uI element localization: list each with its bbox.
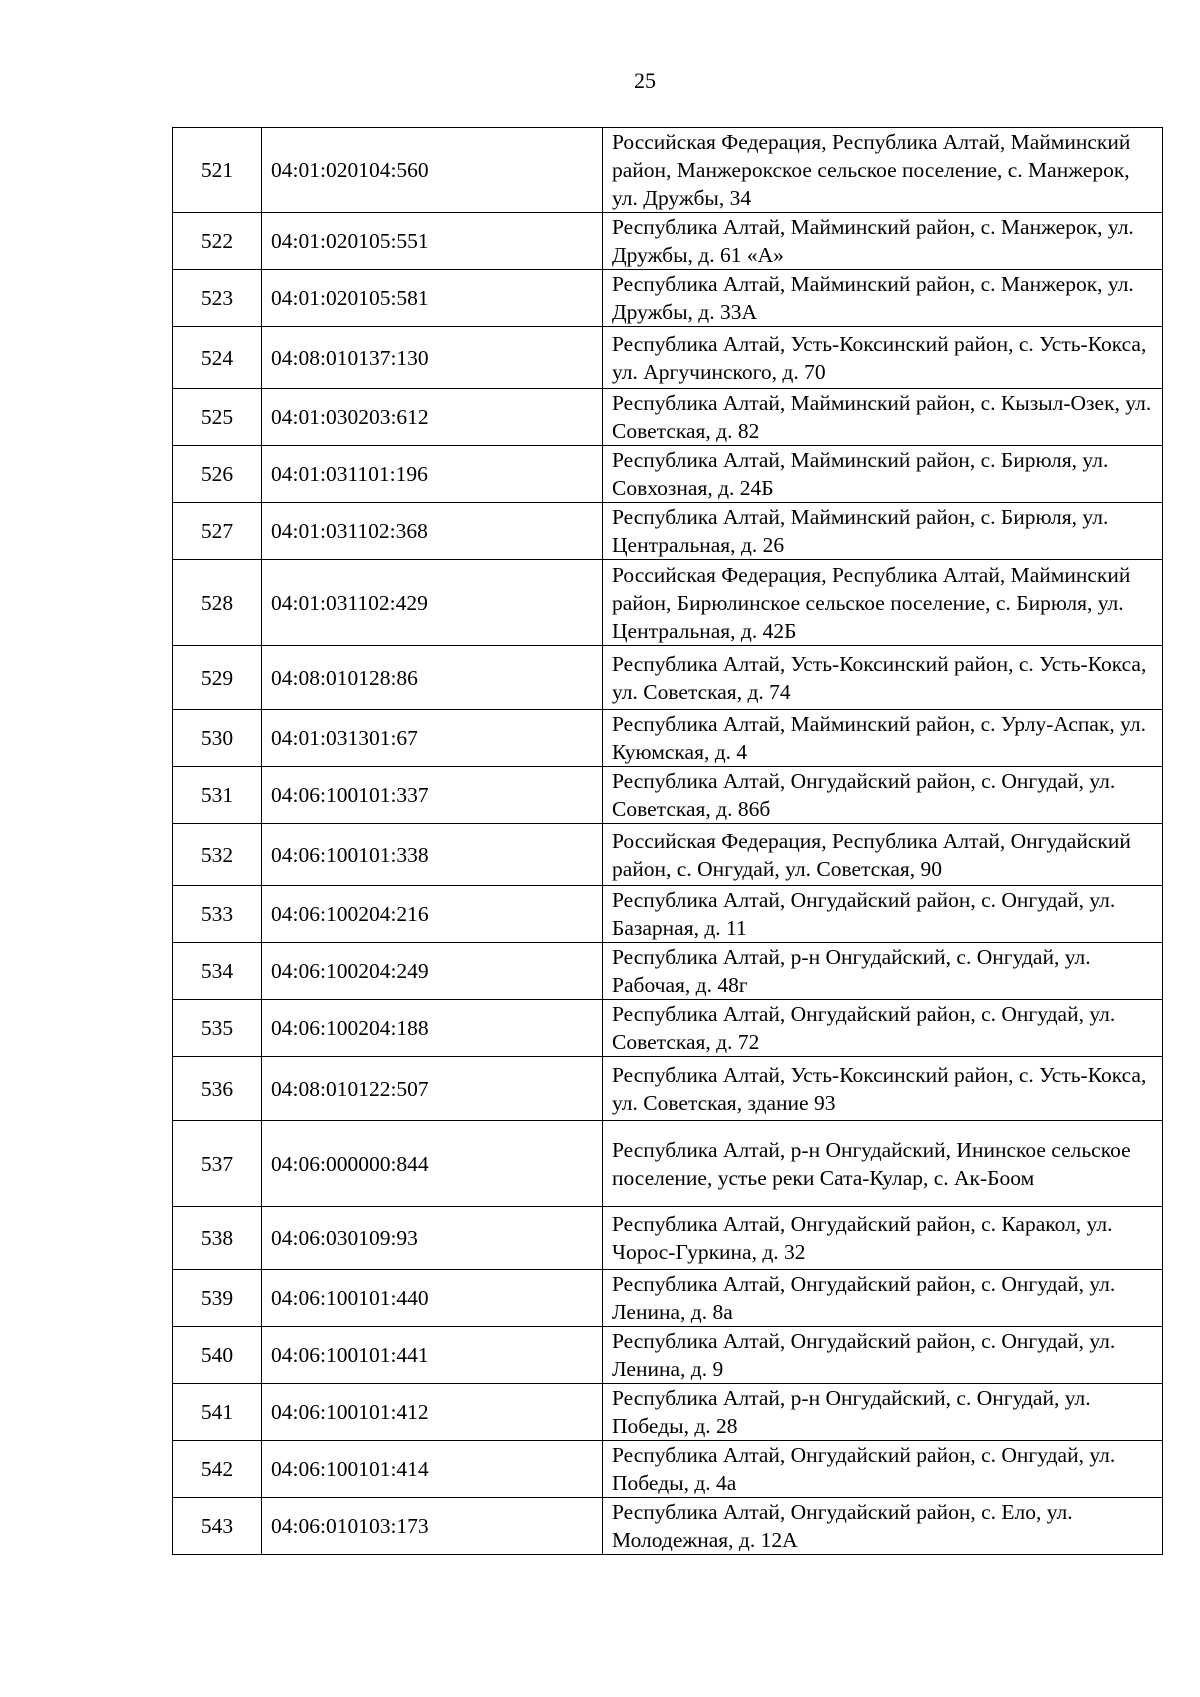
cadastral-number-cell: 04:06:030109:93 <box>262 1207 603 1270</box>
row-number-cell: 532 <box>173 824 262 886</box>
address-cell: Российская Федерация, Республика Алтай, Онгудайский район, с. Онгудай, ул. Советская, 90 <box>603 824 1163 886</box>
address-cell: Республика Алтай, Усть-Коксинский район, с. Усть-Кокса, ул. Советская, д. 74 <box>603 646 1163 710</box>
row-number-cell: 537 <box>173 1121 262 1207</box>
cadastral-number-cell: 04:08:010128:86 <box>262 646 603 710</box>
table-row <box>173 270 1163 327</box>
address-cell: Республика Алтай, Майминский район, с. Манжерок, ул. Дружбы, д. 61 «А» <box>603 213 1163 270</box>
table-row <box>173 1327 1163 1384</box>
table-row <box>173 446 1163 503</box>
table-row <box>173 767 1163 824</box>
address-cell: Республика Алтай, Майминский район, с. Бирюля, ул. Центральная, д. 26 <box>603 503 1163 560</box>
property-table <box>172 127 1163 1555</box>
table-row <box>173 1270 1163 1327</box>
table-row <box>173 1207 1163 1270</box>
row-number-cell: 526 <box>173 446 262 503</box>
address-cell: Республика Алтай, Онгудайский район, с. Онгудай, ул. Советская, д. 72 <box>603 1000 1163 1057</box>
row-number-cell: 542 <box>173 1441 262 1498</box>
row-number-cell: 540 <box>173 1327 262 1384</box>
cadastral-number-cell: 04:01:020104:560 <box>262 128 603 213</box>
cadastral-number-cell: 04:01:031102:368 <box>262 503 603 560</box>
address-cell: Республика Алтай, Майминский район, с. Бирюля, ул. Совхозная, д. 24Б <box>603 446 1163 503</box>
table-row <box>173 1498 1163 1555</box>
address-cell: Республика Алтай, Онгудайский район, с. Онгудай, ул. Ленина, д. 9 <box>603 1327 1163 1384</box>
cadastral-number-cell: 04:06:100101:440 <box>262 1270 603 1327</box>
property-table-body <box>173 128 1163 1555</box>
cadastral-number-cell: 04:06:100101:412 <box>262 1384 603 1441</box>
cadastral-number-cell: 04:01:031301:67 <box>262 710 603 767</box>
cadastral-number-cell: 04:06:100101:337 <box>262 767 603 824</box>
row-number-cell: 525 <box>173 389 262 446</box>
table-row <box>173 1121 1163 1207</box>
table-row <box>173 1000 1163 1057</box>
address-cell: Республика Алтай, Онгудайский район, с. Ело, ул. Молодежная, д. 12А <box>603 1498 1163 1555</box>
row-number-cell: 531 <box>173 767 262 824</box>
cadastral-number-cell: 04:01:031101:196 <box>262 446 603 503</box>
cadastral-number-cell: 04:01:030203:612 <box>262 389 603 446</box>
table-row <box>173 646 1163 710</box>
page-number: 25 <box>634 68 656 93</box>
table-row <box>173 389 1163 446</box>
table-row <box>173 824 1163 886</box>
row-number-cell: 533 <box>173 886 262 943</box>
address-cell: Республика Алтай, Онгудайский район, с. Каракол, ул. Чорос-Гуркина, д. 32 <box>603 1207 1163 1270</box>
address-cell: Республика Алтай, Майминский район, с. Манжерок, ул. Дружбы, д. 33А <box>603 270 1163 327</box>
row-number-cell: 536 <box>173 1057 262 1121</box>
cadastral-number-cell: 04:01:020105:551 <box>262 213 603 270</box>
address-cell: Республика Алтай, Усть-Коксинский район, с. Усть-Кокса, ул. Советская, здание 93 <box>603 1057 1163 1121</box>
address-cell: Республика Алтай, р-н Онгудайский, с. Онгудай, ул. Победы, д. 28 <box>603 1384 1163 1441</box>
cadastral-number-cell: 04:06:100204:188 <box>262 1000 603 1057</box>
table-row <box>173 560 1163 646</box>
table-row <box>173 1384 1163 1441</box>
row-number-cell: 541 <box>173 1384 262 1441</box>
cadastral-number-cell: 04:01:031102:429 <box>262 560 603 646</box>
address-cell: Республика Алтай, Майминский район, с. Кызыл-Озек, ул. Советская, д. 82 <box>603 389 1163 446</box>
row-number-cell: 527 <box>173 503 262 560</box>
cadastral-number-cell: 04:06:100204:216 <box>262 886 603 943</box>
address-cell: Республика Алтай, р-н Онгудайский, с. Онгудай, ул. Рабочая, д. 48г <box>603 943 1163 1000</box>
cadastral-number-cell: 04:06:100204:249 <box>262 943 603 1000</box>
row-number-cell: 543 <box>173 1498 262 1555</box>
row-number-cell: 529 <box>173 646 262 710</box>
row-number-cell: 535 <box>173 1000 262 1057</box>
row-number-cell: 528 <box>173 560 262 646</box>
cadastral-number-cell: 04:06:100101:441 <box>262 1327 603 1384</box>
address-cell: Республика Алтай, р-н Онгудайский, Ининское сельское поселение, устье реки Сата-Кулар, с. Ак-Боом <box>603 1121 1163 1207</box>
table-row <box>173 503 1163 560</box>
table-row <box>173 128 1163 213</box>
row-number-cell: 522 <box>173 213 262 270</box>
cadastral-number-cell: 04:01:020105:581 <box>262 270 603 327</box>
address-cell: Республика Алтай, Онгудайский район, с. Онгудай, ул. Ленина, д. 8а <box>603 1270 1163 1327</box>
cadastral-number-cell: 04:06:010103:173 <box>262 1498 603 1555</box>
table-row <box>173 710 1163 767</box>
address-cell: Российская Федерация, Республика Алтай, Майминский район, Манжерокское сельское поселение, с. Манжерок, ул. Дружбы, 34 <box>603 128 1163 213</box>
table-row <box>173 1057 1163 1121</box>
cadastral-number-cell: 04:06:000000:844 <box>262 1121 603 1207</box>
table-row <box>173 886 1163 943</box>
cadastral-number-cell: 04:08:010122:507 <box>262 1057 603 1121</box>
cadastral-number-cell: 04:06:100101:414 <box>262 1441 603 1498</box>
table-row <box>173 213 1163 270</box>
row-number-cell: 534 <box>173 943 262 1000</box>
row-number-cell: 521 <box>173 128 262 213</box>
cadastral-number-cell: 04:08:010137:130 <box>262 327 603 389</box>
row-number-cell: 523 <box>173 270 262 327</box>
cadastral-number-cell: 04:06:100101:338 <box>262 824 603 886</box>
address-cell: Республика Алтай, Онгудайский район, с. Онгудай, ул. Победы, д. 4а <box>603 1441 1163 1498</box>
row-number-cell: 530 <box>173 710 262 767</box>
address-cell: Республика Алтай, Онгудайский район, с. Онгудай, ул. Советская, д. 86б <box>603 767 1163 824</box>
address-cell: Республика Алтай, Майминский район, с. Урлу-Аспак, ул. Куюмская, д. 4 <box>603 710 1163 767</box>
row-number-cell: 539 <box>173 1270 262 1327</box>
row-number-cell: 524 <box>173 327 262 389</box>
table-row <box>173 327 1163 389</box>
address-cell: Республика Алтай, Онгудайский район, с. Онгудай, ул. Базарная, д. 11 <box>603 886 1163 943</box>
address-cell: Республика Алтай, Усть-Коксинский район, с. Усть-Кокса, ул. Аргучинского, д. 70 <box>603 327 1163 389</box>
table-row <box>173 1441 1163 1498</box>
row-number-cell: 538 <box>173 1207 262 1270</box>
table-row <box>173 943 1163 1000</box>
address-cell: Российская Федерация, Республика Алтай, Майминский район, Бирюлинское сельское поселение, с. Бирюля, ул. Центральная, д. 42Б <box>603 560 1163 646</box>
